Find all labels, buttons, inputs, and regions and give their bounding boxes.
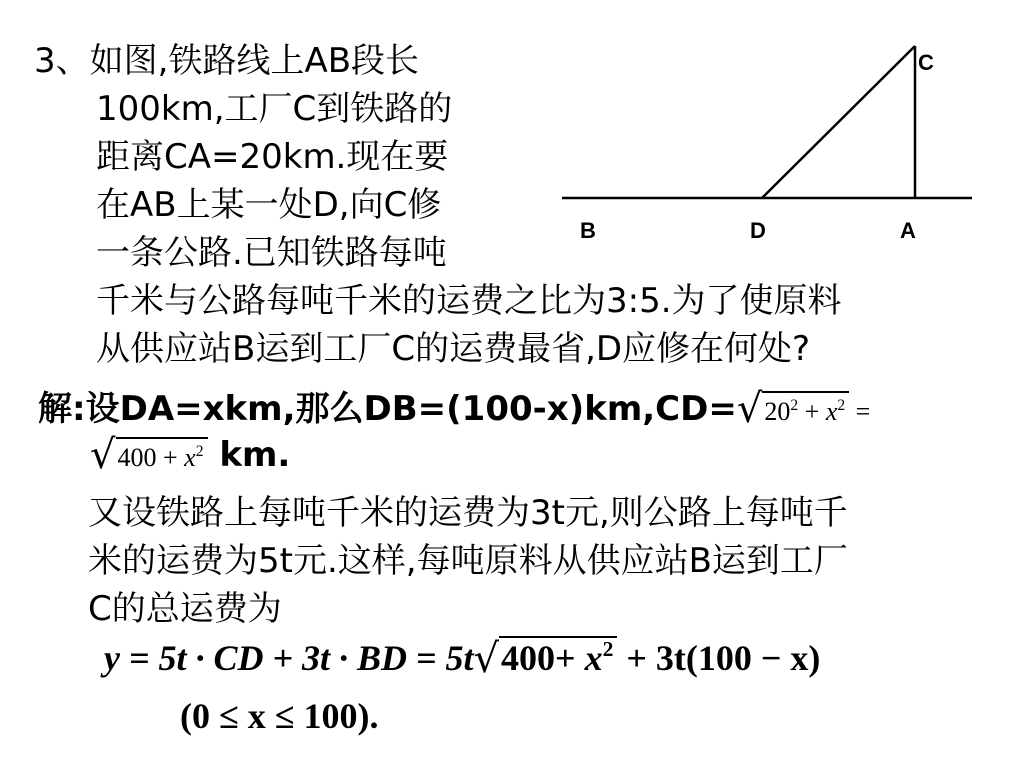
radical-sign-icon: √ [736, 386, 763, 432]
radicand-2-var: x [184, 443, 196, 472]
radicand-2 [116, 437, 208, 477]
problem-line-5: 一条公路.已知铁路每吨 [96, 233, 447, 273]
unit-km: km. [207, 435, 291, 475]
radicand-1 [762, 391, 849, 431]
solution-para2-line-2: 米的运费为5t元.这样,每吨原料从供应站B运到工厂 [88, 541, 848, 581]
sqrt-expression-1 [736, 386, 849, 432]
problem-line-4: 在AB上某一处D,向C修 [96, 185, 442, 225]
formula-root-num: 400+ [501, 638, 585, 678]
radicand-1-exp: 2 [790, 396, 799, 414]
radicand-1-var: x [825, 397, 838, 426]
radicand-2-plus: + [163, 443, 185, 472]
radical-sign-2-icon: √ [90, 432, 116, 478]
formula-root-var: x [584, 638, 603, 678]
solution-para2-line-3: C的总运费为 [88, 589, 282, 629]
solution-line-2 [90, 432, 291, 478]
formula-rhs: + 3t(100 − x) [617, 638, 821, 678]
problem-line-6: 千米与公路每吨千米的运费之比为3:5.为了使原料 [96, 281, 842, 321]
solution-para2-line-1: 又设铁路上每吨千米的运费为3t元,则公路上每吨千 [88, 493, 848, 533]
sqrt-expression-2 [90, 432, 208, 478]
problem-line-7: 从供应站B运到工厂C的运费最省,D应修在何处? [96, 329, 811, 369]
label-b: B [580, 218, 596, 243]
label-c: C [918, 50, 934, 75]
cost-formula [104, 636, 821, 682]
solution-line-1 [38, 386, 871, 432]
problem-line-2: 100km,工厂C到铁路的 [96, 89, 453, 129]
equals-sign: = [849, 397, 871, 426]
radicand-1-plus: + [798, 397, 826, 426]
problem-line-3: 距离CA=20km.现在要 [96, 137, 449, 177]
problem-line-1: 3、如图,铁路线上AB段长 [34, 41, 420, 81]
domain-constraint: (0 ≤ x ≤ 100). [180, 696, 379, 736]
road-dc [762, 46, 915, 198]
label-d: D [750, 218, 766, 243]
radicand-2-num: 400 [117, 443, 157, 472]
radicand-1-exp2: 2 [837, 396, 846, 414]
label-a: A [900, 218, 916, 243]
formula-radicand [499, 636, 617, 678]
formula-root-exp: 2 [602, 636, 614, 661]
formula-radical-icon: √ [473, 636, 500, 682]
formula-sqrt [473, 636, 618, 682]
solution-line-1-text: 解:设DA=xkm,那么DB=(100-x)km,CD= [38, 389, 737, 429]
radicand-1-base: 20 [764, 397, 791, 426]
radicand-2-exp: 2 [195, 442, 204, 460]
formula-lhs: y = 5t · CD + 3t · BD = 5t [104, 638, 474, 678]
